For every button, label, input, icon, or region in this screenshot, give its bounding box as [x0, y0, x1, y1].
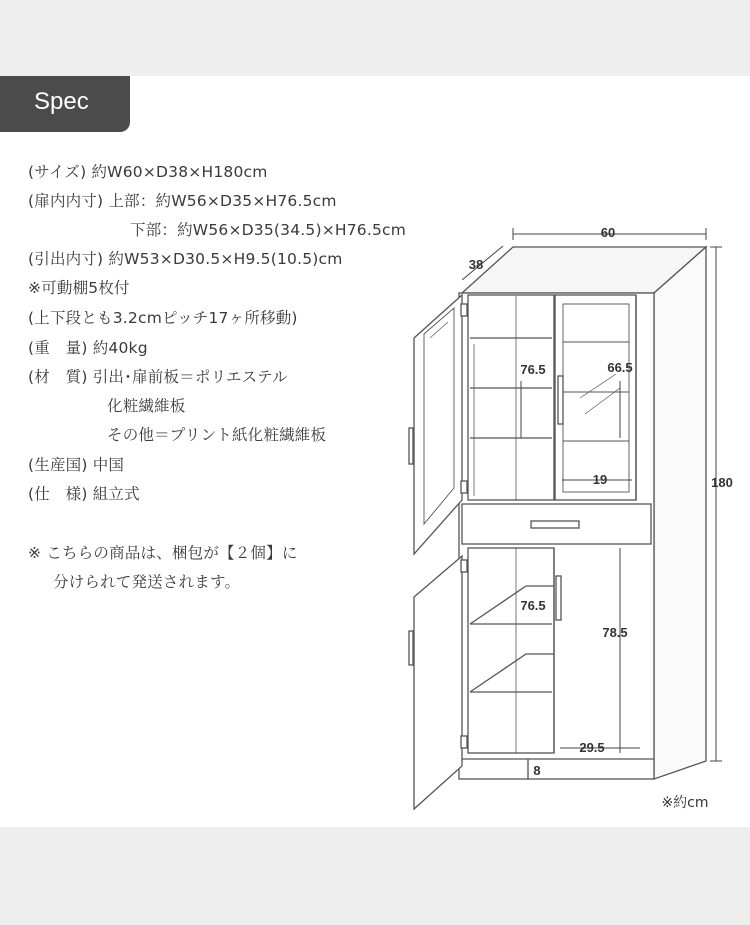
spec-pitch: (上下段とも3.2cmピッチ17ヶ所移動) [28, 309, 298, 327]
spec-title: Spec [34, 88, 89, 115]
spec-drawer: (引出内寸) 約W53×D30.5×H9.5(10.5)cm [28, 250, 343, 268]
dim-drawer-side: 19 [592, 472, 608, 487]
spec-door-lower: 下部：約W56×D35(34.5)×H76.5cm [130, 221, 407, 239]
note-line-2: 分けられて発送されます。 [53, 573, 241, 591]
spec-material-3: その他＝プリント紙化粧繊維板 [107, 426, 327, 444]
dim-height: 180 [711, 475, 733, 490]
spec-weight: (重 量) 約40kg [28, 339, 148, 357]
upper-left-door [414, 295, 462, 554]
drawer-handle [531, 521, 579, 528]
lower-left-door [414, 556, 462, 809]
dim-base: 8 [533, 763, 541, 778]
lower-door-handle [556, 576, 561, 620]
unit-note: ※約cm [661, 795, 709, 811]
dim-lower-inner: 76.5 [520, 598, 546, 613]
cabinet-diagram [0, 76, 750, 827]
dim-bottom-width: 29.5 [579, 740, 605, 755]
spec-build: (仕 様) 組立式 [28, 485, 140, 503]
upper-door-handle [558, 376, 563, 424]
dim-upper-right-inner: 66.5 [607, 360, 633, 375]
spec-material-2: 化粧繊維板 [107, 397, 186, 415]
spec-door-upper: (扉内内寸) 上部：約W56×D35×H76.5cm [28, 192, 337, 210]
spec-origin: (生産国) 中国 [28, 456, 125, 474]
spec-material-1: (材 質) 引出･扉前板＝ポリエステル [28, 368, 288, 386]
note-line-1: ※ こちらの商品は、梱包が【２個】に [28, 544, 298, 562]
cabinet-side [654, 247, 706, 779]
dim-depth: 38 [468, 257, 484, 272]
spec-size: (サイズ) 約W60×D38×H180cm [28, 163, 268, 181]
spec-shelves: ※可動棚5枚付 [28, 279, 130, 297]
dim-upper-left-inner: 76.5 [520, 362, 546, 377]
dim-lower-total: 78.5 [602, 625, 628, 640]
dim-width: 60 [600, 225, 616, 240]
spec-panel [0, 76, 750, 827]
